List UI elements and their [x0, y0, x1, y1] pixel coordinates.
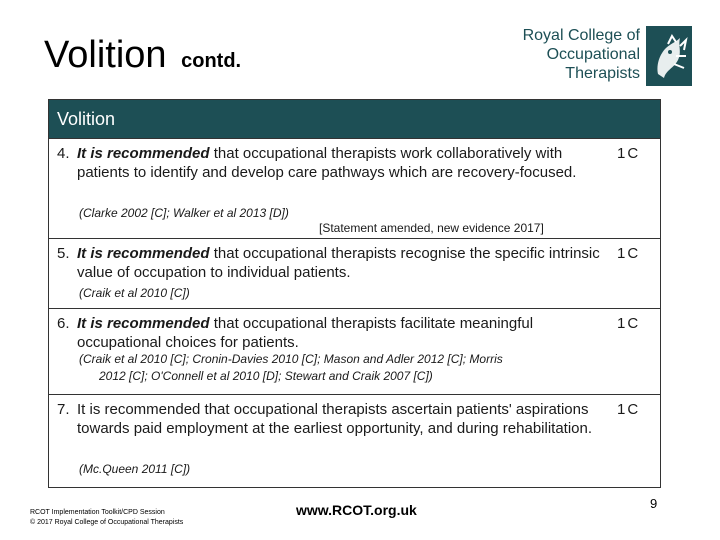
statement-number: 7.	[57, 401, 70, 418]
statement-text: that occupational therapists work collaboratively with patients to identify and develop care pathways which are recovery-focused.	[77, 145, 577, 181]
slide-title-sub: contd.	[181, 50, 242, 72]
statement-lead: It is recommended	[77, 245, 210, 262]
grade: 1C	[617, 245, 641, 262]
statement-text: that occupational therapists recognise the specific intrinsic value of occupation to individual patients.	[77, 245, 600, 281]
statement-lead: It is recommended	[77, 145, 210, 162]
grade: 1C	[617, 145, 641, 162]
reference	[79, 351, 599, 385]
footer-copyright	[30, 508, 183, 528]
reference-line-1: (Craik et al 2010 [C]; Cronin-Davies 2010 [C]; Mason and Adler 2012 [C]; Morris	[79, 352, 503, 366]
grade: 1C	[617, 315, 641, 332]
statement-6	[57, 314, 605, 352]
statement-number: 6.	[57, 315, 70, 332]
logo-line-2: Occupational	[546, 46, 640, 63]
reference: (Mc.Queen 2011 [C])	[79, 462, 191, 476]
statement-5	[57, 244, 605, 282]
table-header: Volition	[49, 100, 660, 138]
reference-line-2: 2012 [C]; O'Connell et al 2010 [D]; Stewart and Craik 2007 [C])	[99, 369, 433, 383]
rcot-logo	[522, 26, 692, 86]
rcot-emblem-icon	[646, 26, 692, 86]
logo-line-3: Therapists	[565, 65, 640, 82]
slide-title-main: Volition	[44, 34, 167, 76]
statement-4	[57, 144, 605, 182]
grade: 1C	[617, 401, 641, 418]
page-number: 9	[650, 496, 658, 511]
table-row	[49, 138, 660, 238]
statement-number: 4.	[57, 145, 70, 162]
footer-line-1: RCOT Implementation Toolkit/CPD Session	[30, 509, 165, 516]
table-row	[49, 308, 660, 394]
logo-line-1: Royal College of	[522, 27, 640, 44]
slide-title	[44, 34, 241, 77]
footer-line-2: © 2017 Royal College of Occupational Therapists	[30, 519, 184, 526]
statement-text: It is recommended that occupational therapists ascertain patients' aspirations towards paid employment at the earliest opportunity, and during rehabilitation.	[77, 401, 593, 437]
table-row	[49, 238, 660, 308]
statement-text: that occupational therapists facilitate meaningful occupational choices for patients.	[77, 315, 534, 351]
footer-url-link[interactable]: www.RCOT.org.uk	[296, 502, 417, 518]
statement-number: 5.	[57, 245, 70, 262]
statement-lead: It is recommended	[77, 315, 210, 332]
table-row	[49, 394, 660, 487]
recommendations-table	[48, 99, 661, 488]
statement-7	[57, 400, 605, 438]
amendment-note: [Statement amended, new evidence 2017]	[319, 221, 544, 235]
reference: (Clarke 2002 [C]; Walker et al 2013 [D])	[79, 206, 289, 220]
reference: (Craik et al 2010 [C])	[79, 286, 190, 300]
logo-text	[522, 26, 640, 83]
